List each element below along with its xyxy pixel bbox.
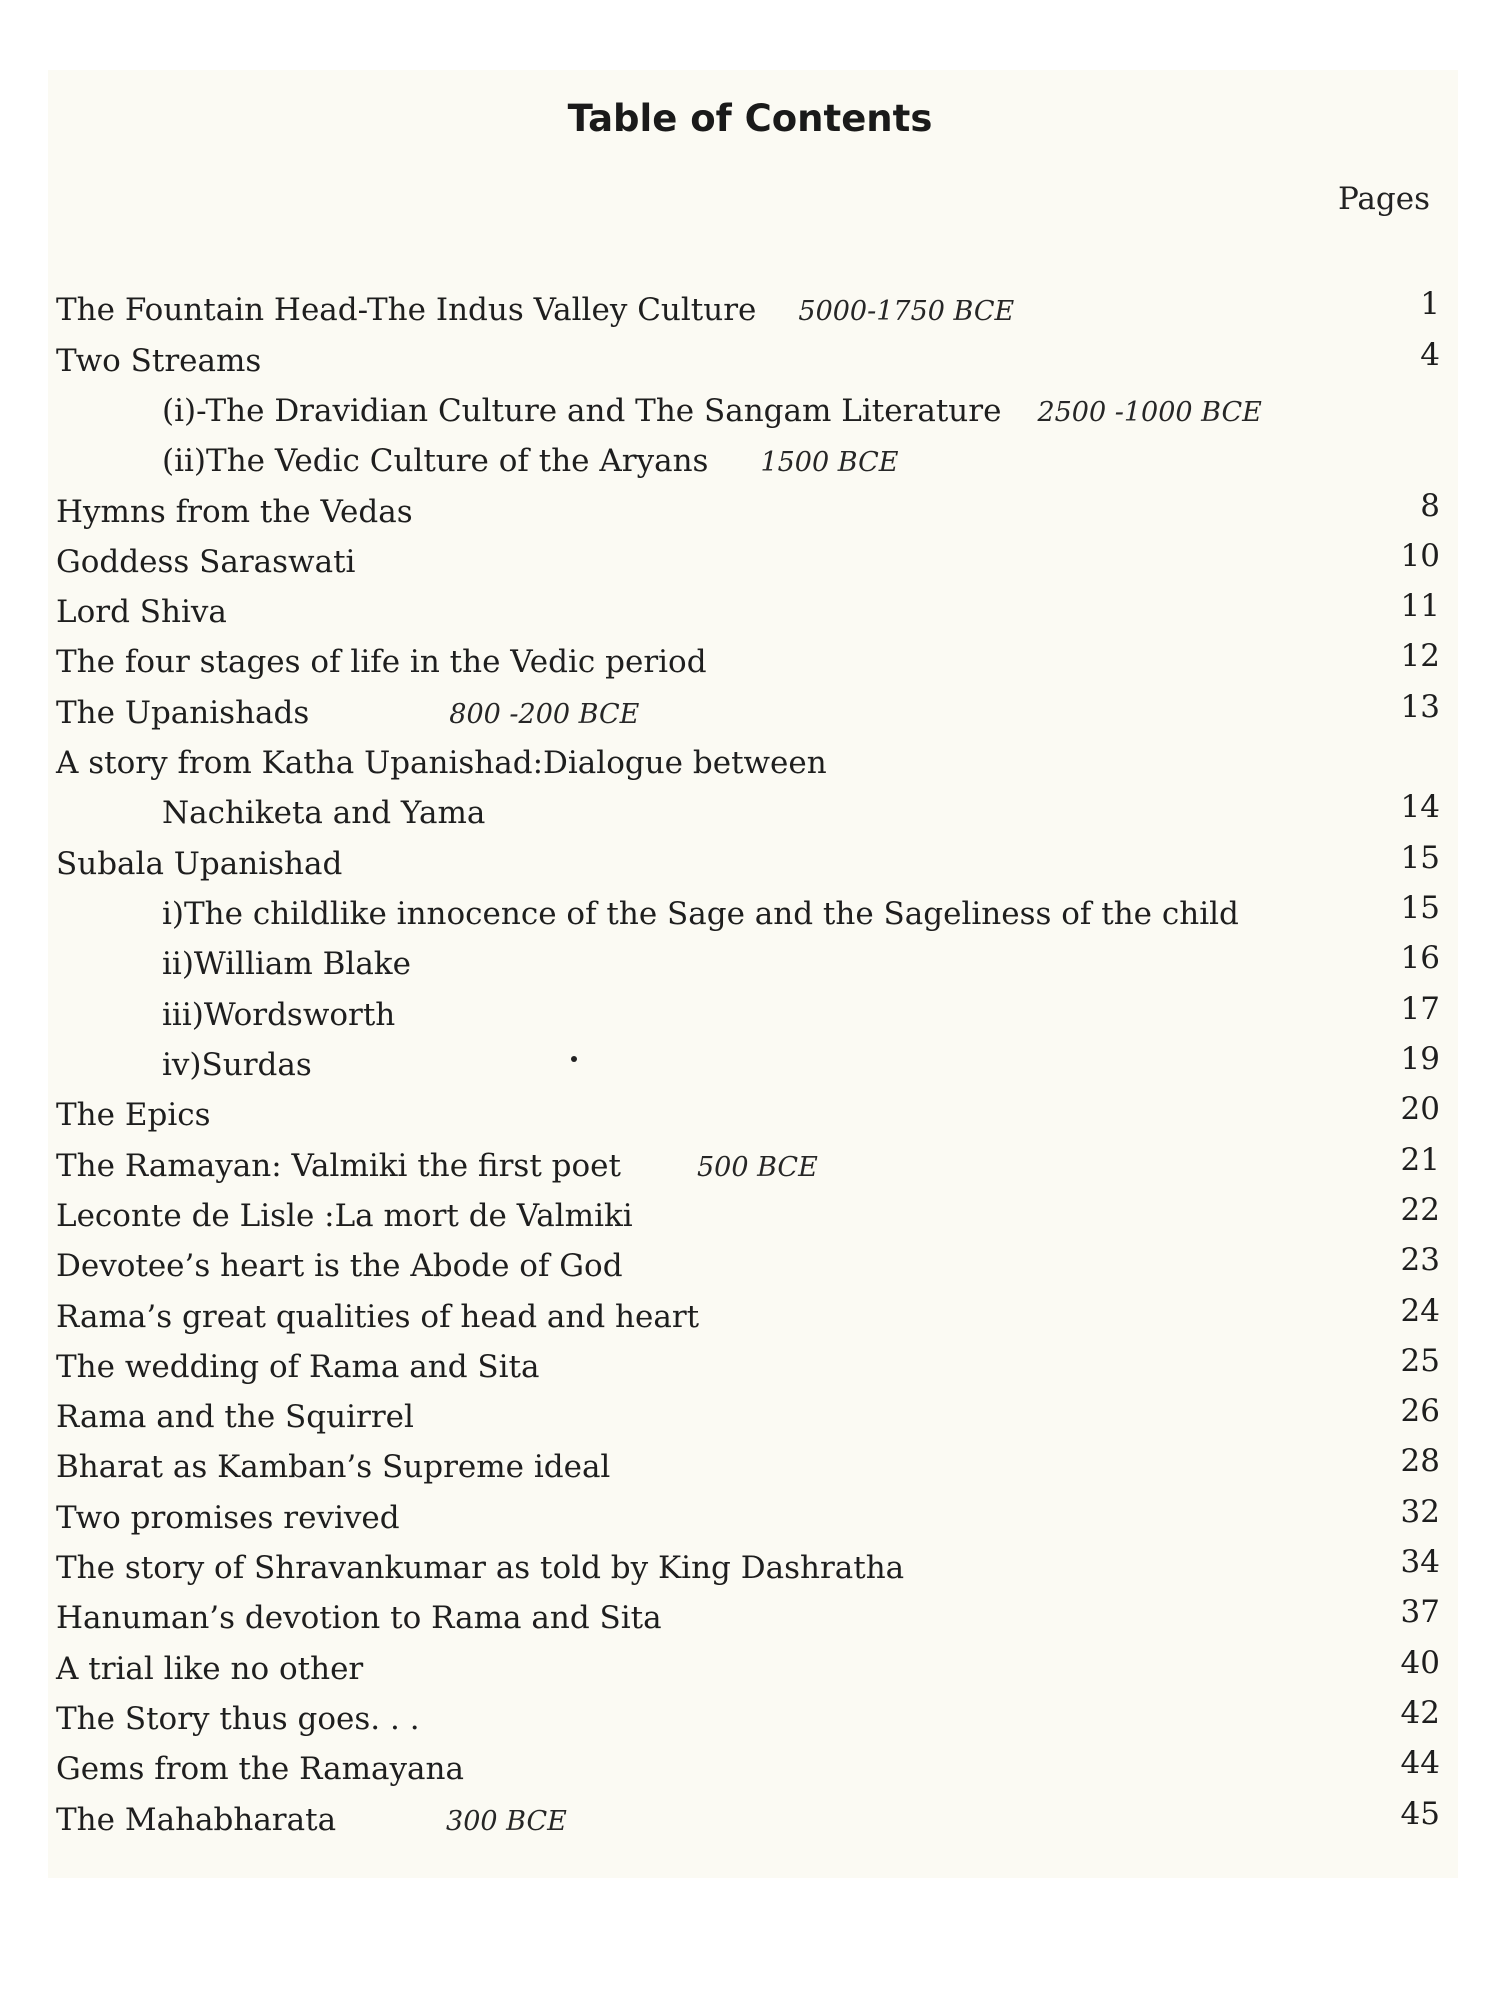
toc-entry	[0, 789, 1500, 845]
entry-title-text: The Story thus goes. . .	[56, 1701, 420, 1737]
entry-title	[56, 1802, 567, 1839]
entry-page-number: 10	[1400, 538, 1440, 574]
toc-entry	[0, 1745, 1500, 1801]
entry-title	[56, 1651, 363, 1688]
entry-title	[162, 443, 898, 480]
entry-title	[162, 393, 1262, 430]
toc-entry	[0, 1645, 1500, 1701]
entry-title-text: Hymns from the Vedas	[56, 494, 413, 530]
entry-title-text: iii)Wordsworth	[162, 997, 396, 1033]
toc-entry	[0, 488, 1500, 544]
entry-date: 300 BCE	[446, 1806, 567, 1837]
entry-date: 500 BCE	[696, 1152, 818, 1183]
entry-title-text: Devotee’s heart is the Abode of God	[56, 1248, 623, 1284]
entry-title	[162, 896, 1239, 933]
entry-title	[56, 695, 639, 732]
entry-title	[56, 292, 1014, 329]
entry-page-number: 12	[1400, 638, 1440, 674]
toc-entry	[0, 1192, 1500, 1248]
toc-entry	[0, 1091, 1500, 1147]
toc-entry	[0, 638, 1500, 694]
entry-title-text: Rama and the Squirrel	[56, 1399, 414, 1435]
toc-entry	[0, 1544, 1500, 1600]
entry-title	[56, 1500, 400, 1537]
entry-title	[56, 494, 413, 531]
entry-title-text: Leconte de Lisle :La mort de Valmiki	[56, 1198, 633, 1234]
entry-title-text: The Fountain Head-The Indus Valley Culture	[56, 292, 757, 328]
toc-entry	[0, 840, 1500, 896]
entry-page-number: 1	[1420, 286, 1440, 322]
entry-page-number: 28	[1400, 1443, 1440, 1479]
entry-title	[162, 1047, 312, 1084]
entry-title	[56, 1148, 818, 1185]
entry-page-number: 4	[1420, 337, 1440, 373]
entry-title-text: A story from Katha Upanishad:Dialogue between	[56, 745, 827, 781]
toc-entry	[0, 393, 1500, 443]
entry-page-number: 13	[1400, 689, 1440, 725]
entry-page-number: 21	[1400, 1142, 1440, 1178]
entry-title-text: ii)William Blake	[162, 946, 411, 982]
entry-title-text: The story of Shravankumar as told by King Dashratha	[56, 1550, 905, 1586]
entry-page-number: 37	[1400, 1594, 1440, 1630]
entry-page-number: 16	[1400, 940, 1440, 976]
toc-entry	[0, 890, 1500, 946]
entry-page-number: 14	[1400, 789, 1440, 825]
entry-date: 2500 -1000 BCE	[1037, 397, 1262, 428]
entry-title	[56, 1600, 662, 1637]
entry-title	[56, 594, 227, 631]
toc-entry	[0, 1041, 1500, 1097]
toc-entry	[0, 443, 1500, 493]
toc-entry	[0, 1343, 1500, 1399]
entry-title	[56, 1751, 464, 1788]
entry-title-text: The Mahabharata	[56, 1802, 337, 1838]
toc-entry	[0, 1494, 1500, 1550]
page-title: Table of Contents	[567, 97, 933, 140]
entry-title	[56, 1701, 420, 1738]
entry-title	[56, 1248, 623, 1285]
toc-entry	[0, 1293, 1500, 1349]
entry-page-number: 19	[1400, 1041, 1440, 1077]
toc-entry	[0, 940, 1500, 996]
entry-title	[56, 1399, 414, 1436]
entry-page-number: 44	[1400, 1745, 1440, 1781]
toc-entry	[0, 286, 1500, 342]
entry-title	[56, 1349, 539, 1386]
toc-entry	[0, 1443, 1500, 1499]
entry-title	[56, 1097, 211, 1134]
entry-title-text: The Ramayan: Valmiki the first poet	[56, 1148, 621, 1184]
entry-title	[56, 846, 342, 883]
entry-page-number: 42	[1400, 1695, 1440, 1731]
entry-page-number: 25	[1400, 1343, 1440, 1379]
toc-entry	[0, 1242, 1500, 1298]
entry-title	[56, 343, 261, 380]
entry-page-number: 34	[1400, 1544, 1440, 1580]
toc-entry	[0, 1796, 1500, 1852]
entry-page-number: 45	[1400, 1796, 1440, 1832]
entry-page-number: 17	[1400, 991, 1440, 1027]
entry-title-text: (ii)The Vedic Culture of the Aryans	[162, 443, 709, 479]
entry-title-text: The Upanishads	[56, 695, 310, 731]
entry-title	[56, 544, 355, 581]
entry-page-number: 15	[1400, 890, 1440, 926]
entry-title-text: iv)Surdas	[162, 1047, 312, 1083]
entry-title	[56, 644, 707, 681]
toc-entry	[0, 337, 1500, 393]
entry-title-text: Goddess Saraswati	[56, 544, 356, 580]
entry-title-text: i)The childlike innocence of the Sage and the Sageliness of the child	[162, 896, 1239, 932]
entry-title-text: The Epics	[56, 1097, 211, 1133]
toc-entry	[0, 588, 1500, 644]
entry-page-number: 11	[1400, 588, 1440, 624]
entry-title-text: Subala Upanishad	[56, 846, 343, 882]
toc-entry	[0, 1142, 1500, 1198]
entry-page-number: 22	[1400, 1192, 1440, 1228]
entry-title	[162, 997, 395, 1034]
toc-entry	[0, 1695, 1500, 1751]
toc-entry	[0, 1393, 1500, 1449]
entry-title-text: The wedding of Rama and Sita	[56, 1349, 540, 1385]
stray-dot	[571, 1056, 577, 1062]
entry-title	[56, 1299, 699, 1336]
entry-page-number: 8	[1420, 488, 1440, 524]
pages-column-label: Pages	[1337, 181, 1430, 217]
entry-title-text: Gems from the Ramayana	[56, 1751, 464, 1787]
entry-page-number: 23	[1400, 1242, 1440, 1278]
entry-title	[162, 795, 485, 832]
entry-date: 5000-1750 BCE	[798, 296, 1015, 327]
toc-entry	[0, 689, 1500, 745]
entry-title	[56, 1449, 610, 1486]
entry-title-text: Hanuman’s devotion to Rama and Sita	[56, 1600, 662, 1636]
entry-title-text: (i)-The Dravidian Culture and The Sangam Literature	[162, 393, 1002, 429]
entry-title-text: Rama’s great qualities of head and heart	[56, 1299, 700, 1335]
toc-entry	[0, 991, 1500, 1047]
entry-page-number: 20	[1400, 1091, 1440, 1127]
entry-title-text: The four stages of life in the Vedic period	[56, 644, 707, 680]
entry-title-text: Two Streams	[56, 343, 262, 379]
entry-title-text: Two promises revived	[56, 1500, 400, 1536]
entry-page-number: 40	[1400, 1645, 1440, 1681]
entry-title	[162, 946, 411, 983]
entry-page-number: 24	[1400, 1293, 1440, 1329]
entry-title-text: Bharat as Kamban’s Supreme ideal	[56, 1449, 611, 1485]
entry-page-number: 32	[1400, 1494, 1440, 1530]
entry-title	[56, 745, 827, 782]
entry-title-text: Nachiketa and Yama	[162, 795, 486, 831]
toc-entry	[0, 1594, 1500, 1650]
entry-title-text: A trial like no other	[56, 1651, 364, 1687]
toc-entry	[0, 538, 1500, 594]
entry-title-text: Lord Shiva	[56, 594, 227, 630]
entry-page-number: 15	[1400, 840, 1440, 876]
entry-title	[56, 1550, 904, 1587]
entry-date: 1500 BCE	[760, 447, 899, 478]
entry-page-number: 26	[1400, 1393, 1440, 1429]
toc-entry	[0, 745, 1500, 795]
entry-title	[56, 1198, 633, 1235]
entry-date: 800 -200 BCE	[449, 699, 640, 730]
